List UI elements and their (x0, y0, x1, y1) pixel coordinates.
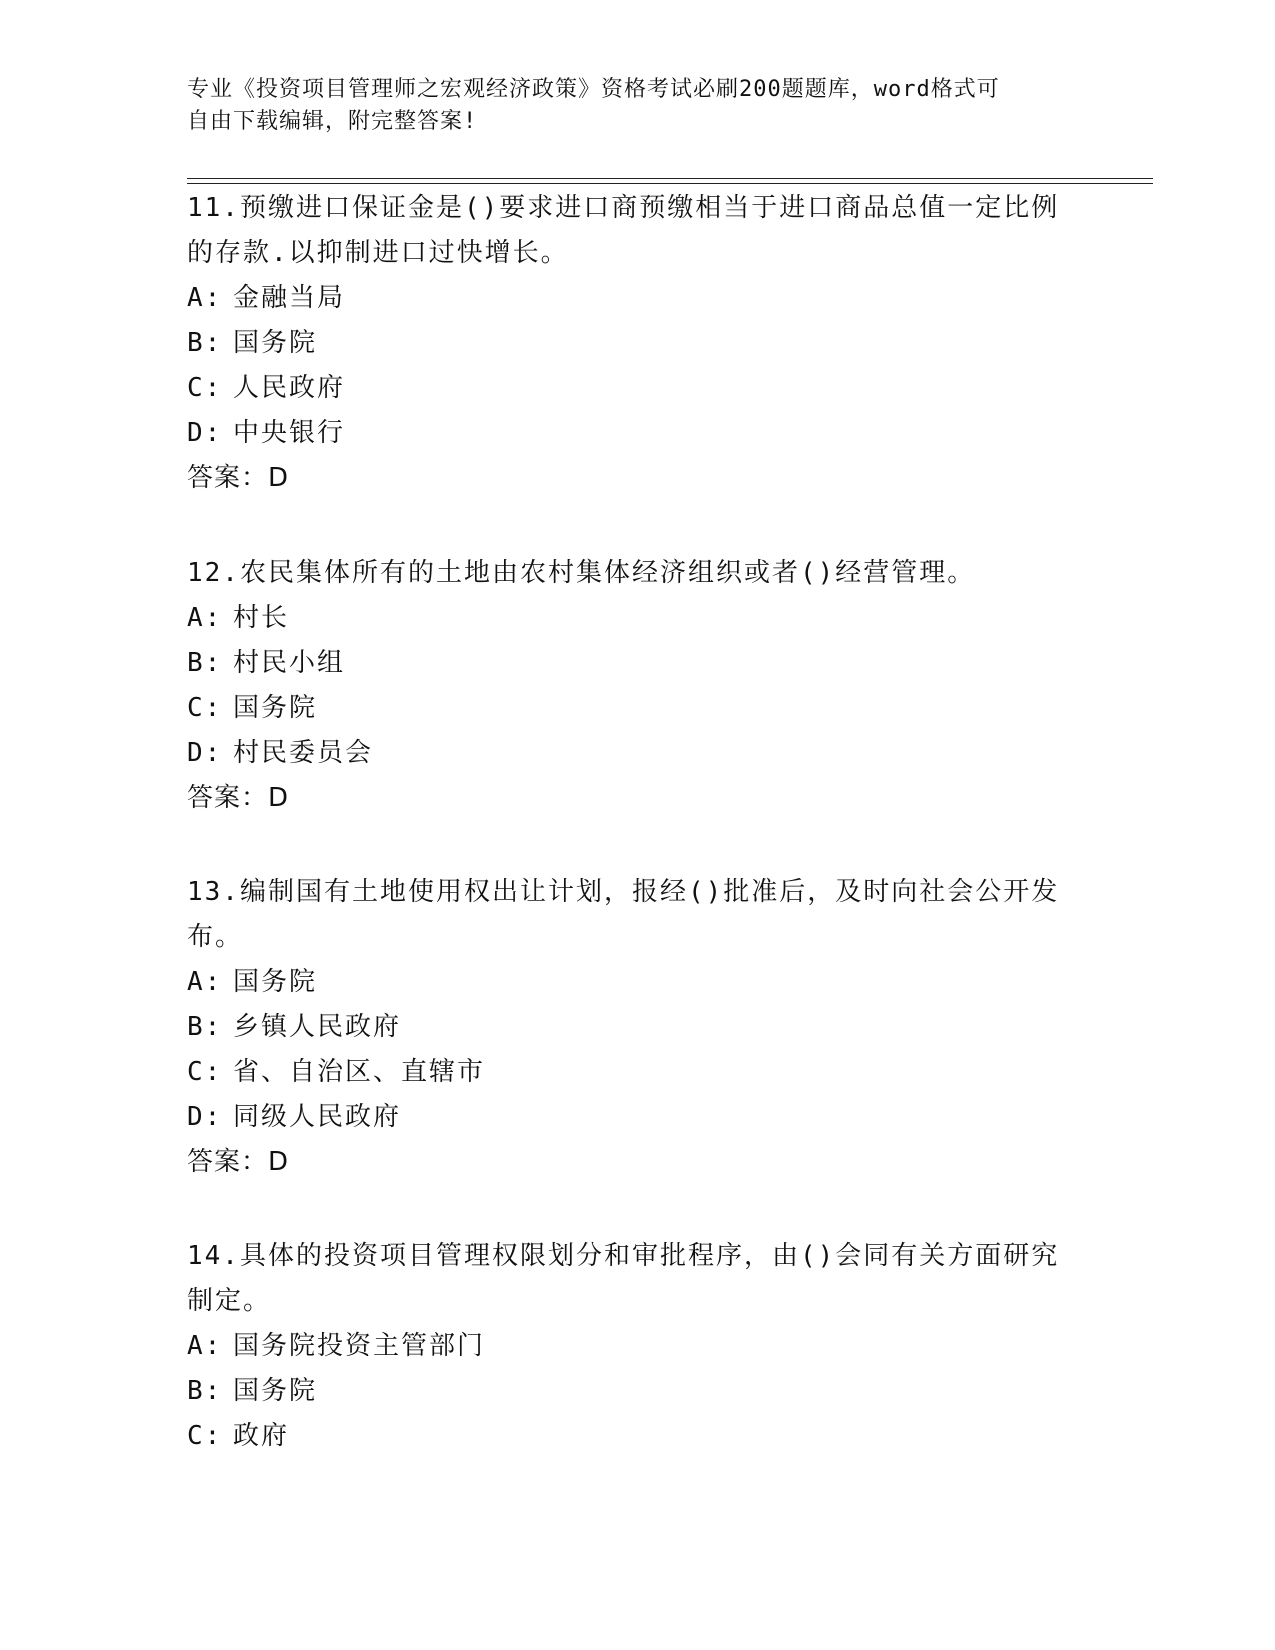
question-12-option-a (187, 596, 1087, 641)
question-11-option-a (187, 276, 1087, 321)
option-letter: A: (187, 603, 223, 633)
question-14-option-b (187, 1369, 1087, 1414)
option-text: 中央银行 (233, 418, 346, 448)
document-header (187, 74, 1067, 138)
option-text: 金融当局 (233, 283, 346, 313)
question-11-answer: 答案：D (187, 463, 290, 493)
question-12-text-line-1: 12.农民集体所有的土地由农村集体经济组织或者()经营管理。 (187, 558, 976, 588)
option-letter: A: (187, 283, 223, 313)
question-13-text-line-1: 13.编制国有土地使用权出让计划，报经()批准后，及时向社会公开发 (187, 877, 1060, 907)
option-letter: C: (187, 693, 223, 723)
option-text: 村民委员会 (233, 738, 374, 768)
question-12-option-d (187, 731, 1087, 776)
option-text: 国务院投资主管部门 (233, 1331, 486, 1361)
option-text: 同级人民政府 (233, 1102, 402, 1132)
question-11-text-line-2: 的存款.以抑制进口过快增长。 (187, 238, 569, 268)
question-14-option-c (187, 1414, 1087, 1459)
question-11-option-b (187, 321, 1087, 366)
question-12-answer: 答案：D (187, 783, 290, 813)
option-letter: C: (187, 1421, 223, 1451)
question-14-text-line-1: 14.具体的投资项目管理权限划分和审批程序，由()会同有关方面研究 (187, 1241, 1060, 1271)
question-11-option-d (187, 411, 1087, 456)
option-letter: A: (187, 967, 223, 997)
header-line-1: 专业《投资项目管理师之宏观经济政策》资格考试必刷200题题库，word格式可 (187, 77, 1000, 102)
question-12-option-c (187, 686, 1087, 731)
question-14 (187, 1234, 1087, 1459)
option-text: 村长 (233, 603, 290, 633)
option-letter: D: (187, 1102, 223, 1132)
question-11-text-line-1: 11.预缴进口保证金是()要求进口商预缴相当于进口商品总值一定比例 (187, 193, 1060, 223)
question-13-option-c (187, 1050, 1087, 1095)
header-line-2: 自由下载编辑，附完整答案! (187, 109, 478, 134)
option-text: 省、自治区、直辖市 (233, 1057, 486, 1087)
option-text: 国务院 (233, 967, 318, 997)
header-divider-bottom (187, 183, 1153, 184)
question-11 (187, 186, 1087, 501)
option-letter: C: (187, 1057, 223, 1087)
question-13-option-b (187, 1005, 1087, 1050)
question-14-option-a (187, 1324, 1087, 1369)
question-14-text-line-2: 制定。 (187, 1286, 272, 1316)
option-text: 国务院 (233, 693, 318, 723)
question-13-option-d (187, 1095, 1087, 1140)
question-12-option-b (187, 641, 1087, 686)
option-text: 政府 (233, 1421, 290, 1451)
question-13-answer: 答案：D (187, 1147, 290, 1177)
question-12 (187, 551, 1087, 821)
header-divider-top (187, 178, 1153, 179)
option-text: 国务院 (233, 1376, 318, 1406)
question-13 (187, 870, 1087, 1185)
option-letter: D: (187, 738, 223, 768)
option-text: 村民小组 (233, 648, 346, 678)
option-letter: A: (187, 1331, 223, 1361)
question-13-text-line-2: 布。 (187, 922, 244, 952)
option-letter: B: (187, 648, 223, 678)
option-letter: D: (187, 418, 223, 448)
option-text: 国务院 (233, 328, 318, 358)
option-letter: B: (187, 1012, 223, 1042)
option-letter: B: (187, 328, 223, 358)
option-text: 乡镇人民政府 (233, 1012, 402, 1042)
option-letter: C: (187, 373, 223, 403)
option-text: 人民政府 (233, 373, 346, 403)
option-letter: B: (187, 1376, 223, 1406)
question-11-option-c (187, 366, 1087, 411)
question-13-option-a (187, 960, 1087, 1005)
